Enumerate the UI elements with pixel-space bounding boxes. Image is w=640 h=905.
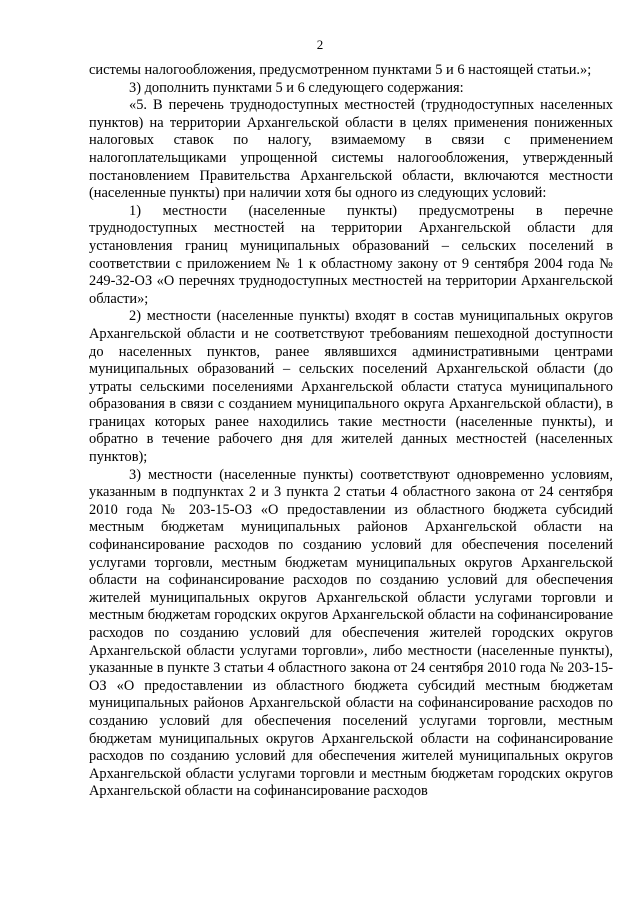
paragraph-condition-2: 2) местности (населенные пункты) входят в состав муниципальных округов Архангельской области и не соответствуют требованиям пешеходной доступности до населенных пунктов, ранее являвшихся административными центрами муниципальных образований – сельских поселений Архангельской области (до утраты сельскими поселениями Архангельской области статуса муниципального образования в связи с созданием муниципального округа Архангельской области), в границах которых ранее находились такие местности (населенные пункты), и обратно в течение рабочего дня для жителей данных местностей (населенных пунктов); [89, 308, 613, 466]
page-number: 2 [316, 37, 324, 52]
paragraph-condition-3: 3) местности (населенные пункты) соответствуют одновременно условиям, указанным в подпунктах 2 и 3 пункта 2 статьи 4 областного закона от 24 сентября 2010 года № 203-15-ОЗ «О предоставлении из областного бюджета субсидий местным бюджетам муниципальных районов Архангельской области на софинансирование расходов по созданию условий для обеспечения поселений услугами торговли, местным бюджетам муниципальных округов Архангельской области на софинансирование расходов по созданию условий для обеспечения жителей муниципальных округов Архангельской области услугами торговли и местным бюджетам городских округов Архангельской области на софинансирование расходов по созданию условий для обеспечения жителей городских округов Архангельской области услугами торговли», либо местности (населенные пункты), указанные в пункте 3 статьи 4 областного закона от 24 сентября 2010 года № 203-15-ОЗ «О предоставлении из областного бюджета субсидий местным бюджетам муниципальных районов Архангельской области на софинансирование расходов по созданию условий для обеспечения поселений услугами торговли, местным бюджетам муниципальных округов Архангельской области на софинансирование расходов по созданию условий для обеспечения жителей муниципальных округов Архангельской области услугами торговли и местным бюджетам городских округов Архангельской области на софинансирование расходов [89, 466, 613, 800]
paragraph-continuation: системы налогообложения, предусмотренном пунктами 5 и 6 настоящей статьи.»; [89, 62, 592, 78]
document-body [89, 62, 613, 801]
paragraph-amendment-item-3: 3) дополнить пунктами 5 и 6 следующего содержания: [129, 79, 464, 96]
paragraph-point-5: «5. В перечень труднодоступных местностей (труднодоступных населенных пунктов) на территории Архангельской области в целях применения пониженных налоговых ставок по налогу, взимаемому в связи с применением налогоплательщиками упрощенной системы налогообложения, утвержденный постановлением Правительства Архангельской области, включаются местности (населенные пункты) при наличии хотя бы одного из следующих условий: [89, 97, 613, 202]
paragraph-condition-1: 1) местности (населенные пункты) предусмотрены в перечне труднодоступных местностей на территории Архангельской области для установления границ муниципальных образований – сельских поселений в соответствии с приложением № 1 к областному закону от 9 сентября 2004 года № 249-32-ОЗ «О перечнях труднодоступных местностей на территории Архангельской области»; [89, 202, 613, 307]
